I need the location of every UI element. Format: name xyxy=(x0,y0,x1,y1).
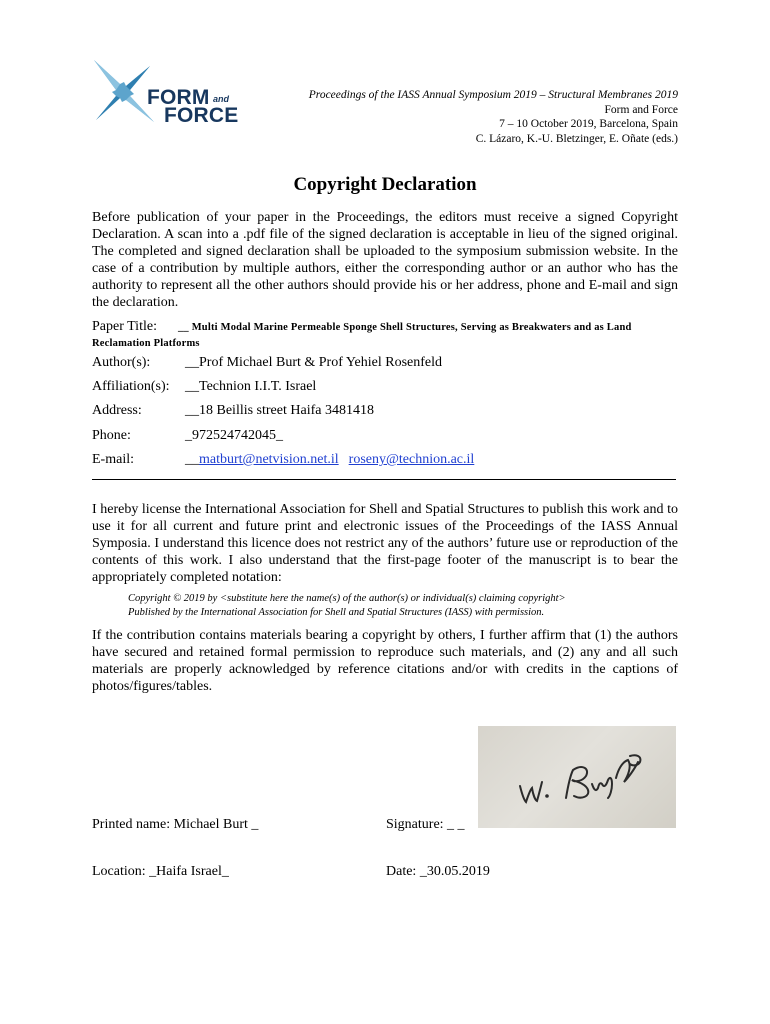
affiliation-label: Affiliation(s): xyxy=(92,379,170,394)
header-subtitle-line: Form and Force xyxy=(604,103,678,116)
paper-title-field xyxy=(92,319,682,351)
copyright-notation-line-2: Published by the International Association for Shell and Spatial Structures (IASS) with permission. xyxy=(128,607,545,618)
header-proceedings-line: Proceedings of the IASS Annual Symposium 2019 – Structural Membranes 2019 xyxy=(308,89,678,101)
affiliation-field xyxy=(92,379,316,395)
paper-title-label: Paper Title: xyxy=(92,319,157,334)
phone-field xyxy=(92,428,283,444)
section-divider xyxy=(92,479,676,480)
location-field: Location: _Haifa Israel_ xyxy=(92,864,229,879)
handwritten-signature-icon xyxy=(478,726,676,828)
phone-label: Phone: xyxy=(92,428,131,443)
printed-name-field: Printed name: Michael Burt _ xyxy=(92,817,259,832)
form-and-force-logo xyxy=(90,58,240,127)
page-title: Copyright Declaration xyxy=(293,174,477,195)
logo-word-form: FORM xyxy=(147,86,210,109)
address-field xyxy=(92,403,374,419)
signature-field: Signature: _ _ xyxy=(386,817,465,832)
email-label: E-mail: xyxy=(92,452,134,467)
affiliation-value: __Technion I.I.T. Israel xyxy=(185,379,317,394)
intro-paragraph: Before publication of your paper in the Proceedings, the editors must receive a signed Copyright Declaration. A scan into a .pdf file of the signed declaration is acceptable in lieu of the signed original. The completed and signed declaration shall be uploaded to the symposium submission website. In the case of a contribution by multiple authors, either the corresponding author or an author who has the authority to represent all the other authors should provide his or her address, phone and E-mail and sign the declaration. xyxy=(92,210,678,310)
email-prefix: __ xyxy=(185,452,199,467)
email-field xyxy=(92,452,474,468)
authors-value: __Prof Michael Burt & Prof Yehiel Rosenfeld xyxy=(185,355,443,370)
proceedings-header xyxy=(309,88,678,146)
header-editors-line: C. Lázaro, K.-U. Bletzinger, E. Oñate (eds.) xyxy=(475,132,678,145)
address-label: Address: xyxy=(92,403,142,418)
email-link-1[interactable]: matburt@netvision.net.il xyxy=(199,452,339,467)
phone-value: _972524742045_ xyxy=(185,428,283,443)
paper-title-value: __ Multi Modal Marine Permeable Sponge Shell Structures, Serving as Breakwaters and as Land Reclamation Platforms xyxy=(92,322,632,349)
license-paragraph: I hereby license the International Association for Shell and Spatial Structures to publish this work and to use it for all current and future print and electronic issues of the Proceedings of the IASS Annual Symposia. I understand this licence does not restrict any of the authors’ future use or reproduction of the contents of this work. I also understand that the first-page footer of the manuscript is to bear the appropriately completed notation: xyxy=(92,502,678,585)
email-link-2[interactable]: roseny@technion.ac.il xyxy=(348,452,475,467)
header-date-line: 7 – 10 October 2019, Barcelona, Spain xyxy=(499,118,678,130)
logo-word-and: and xyxy=(213,94,230,104)
address-value: __18 Beillis street Haifa 3481418 xyxy=(185,403,374,418)
date-field: Date: _30.05.2019 xyxy=(386,864,490,879)
copyright-notation-line-1: Copyright © 2019 by <substitute here the name(s) of the author(s) or individual(s) claiming copyright> xyxy=(128,593,566,604)
authors-label: Author(s): xyxy=(92,355,151,370)
authors-field xyxy=(92,355,442,371)
signature-image xyxy=(478,726,676,828)
affirm-paragraph: If the contribution contains materials bearing a copyright by others, I further affirm that (1) the authors have secured and retained formal permission to reproduce such materials, and (2) any and all such materials are properly acknowledged by reference citations and/or with credits in the captions of photos/figures/tables. xyxy=(92,628,678,694)
copyright-notation xyxy=(128,592,688,620)
logo-word-force: FORCE xyxy=(164,104,239,127)
